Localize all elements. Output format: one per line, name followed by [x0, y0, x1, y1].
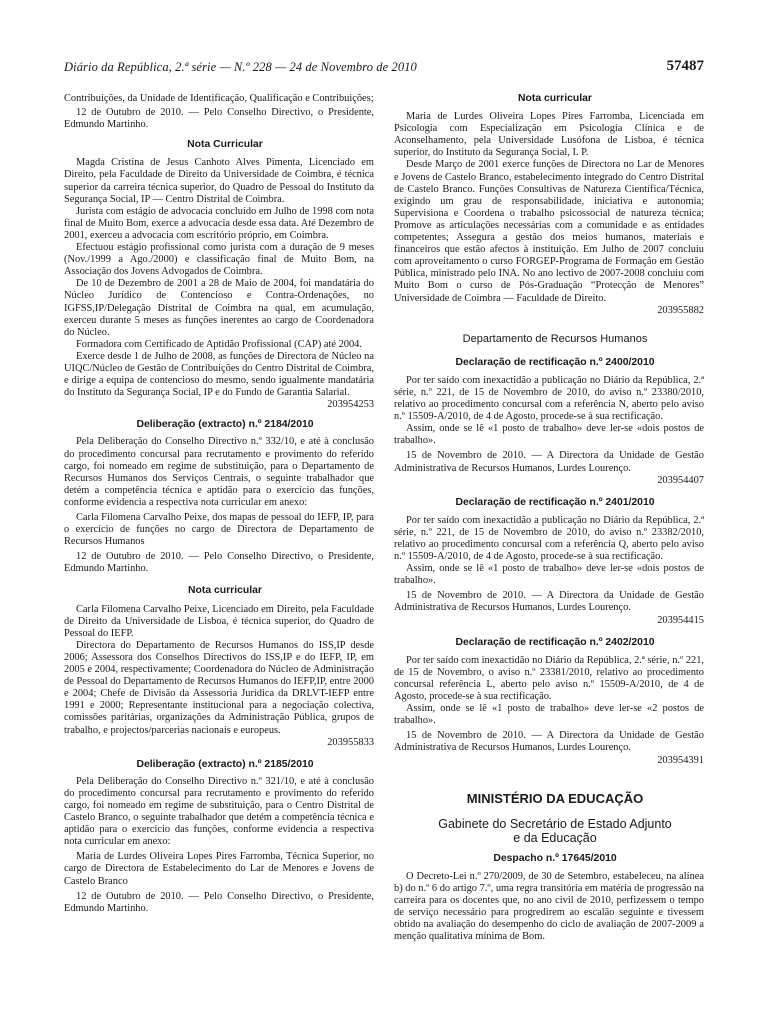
document-code: 203954415 [657, 614, 704, 626]
signature-paragraph: 15 de Novembro de 2010. — A Directora da Unidade de Gestão Administrativa de Recursos Humanos, Lurdes Lourenço. [394, 590, 704, 614]
paragraph: Maria de Lurdes Oliveira Lopes Pires Farromba, Técnica Superior, no cargo de Directora de Estabelecimento do Lar de Menores e Jovens de Castelo Branco [64, 851, 374, 887]
signature-paragraph: 12 de Outubro de 2010. — Pelo Conselho Directivo, o Presidente, Edmundo Martinho. [64, 890, 374, 914]
paragraph: Assim, onde se lê «1 posto de trabalho» deve ler-se «2 postos de trabalho». [394, 703, 704, 727]
ministry-heading: MINISTÉRIO DA EDUCAÇÃO [466, 790, 644, 806]
left-column [64, 93, 374, 915]
section-heading: Deliberação (extracto) n.º 2185/2010 [136, 758, 314, 770]
document-code: 203955833 [327, 736, 374, 748]
paragraph: Pela Deliberação do Conselho Directivo n.º 321/10, e até à conclusão do procedimento concursal para recrutamento e provimento do referido cargo, foi nomeado em regime de substituição, para o Centro Distrital de Castelo Branco, o seguinte trabalhador que detém a competência técnica e aptidão para o exercício das funções, conforme evidencia a respectiva nota curricular em anexo: [64, 775, 374, 848]
right-column [394, 93, 704, 943]
paragraph: Carla Filomena Carvalho Peixe, Licenciado em Direito, pela Faculdade de Direito da Universidade de Lisboa, é técnica superior, do Quadro de Pessoal do IEFP. [64, 603, 374, 639]
page-number: 57487 [666, 58, 704, 74]
paragraph: De 10 de Dezembro de 2001 a 28 de Maio de 2004, foi mandatária do Núcleo Jurídico de Contencioso e Contra-Ordenações, no IGFSS,IP/Delegação Distrital de Coimbra na qual, em acumulação, exerceu durante 5 meses as funções inerentes ao cargo de Coordenadora do Núcleo. [64, 278, 374, 338]
section-heading: Declaração de rectificação n.º 2402/2010 [455, 636, 655, 648]
signature-paragraph: 12 de Outubro de 2010. — Pelo Conselho Directivo, o Presidente, Edmundo Martinho. [64, 551, 374, 575]
paragraph: Formadora com Certificado de Aptidão Profissional (CAP) até 2004. [76, 338, 362, 350]
paragraph: Assim, onde se lê «1 posto de trabalho» deve ler-se «dois postos de trabalho». [394, 423, 704, 447]
section-heading: Declaração de rectificação n.º 2401/2010 [455, 496, 655, 508]
document-code: 203955882 [657, 304, 704, 316]
paragraph: Por ter saído com inexactidão a publicação no Diário da República, 2.ª série, n.º 221, de 15 de Novembro de 2010, do aviso n.º 23382/2010, relativo ao procedimento concursal com a referência Q, aberto pelo aviso n.º 15509-A/2010, de 4 de Agosto, procede-se à sua rectificação. [394, 514, 704, 563]
paragraph: Por ter saído com inexactidão a publicação no Diário da República, 2.ª série, n.º 221, de 15 de Novembro de 2010, do aviso n.º 23380/2010, relativo ao procedimento concursal com a referência N, aberto pelo aviso n.º 15509-A/2010, de 4 de Agosto, procede-se à sua rectificação. [394, 374, 704, 423]
paragraph: Maria de Lurdes Oliveira Lopes Pires Farromba, Licenciada em Psicologia com Especialização em Psicologia Clínica e de Aconselhamento, pela Universidade Lusófona de Lisboa, é técnica superior, do Instituto da Segurança Social, I. P. [394, 111, 704, 159]
paragraph: Magda Cristina de Jesus Canhoto Alves Pimenta, Licenciado em Direito, pela Faculdade de Direito da Universidade de Coimbra, é técnica superior da carreira técnica superior, do Quadro de Pessoal do Instituto da Segurança Social, IP — Centro Distrital de Coimbra. [64, 157, 374, 205]
paragraph: Pela Deliberação do Conselho Directivo n.º 332/10, e até à conclusão do procedimento concursal para recrutamento e provimento do referido cargo, foi nomeado em regime de substituição, para o Departamento de Recursos Humanos dos Serviços Centrais, o seguinte trabalhador que detém a competência técnica e aptidão para o exercício das funções, conforme evidencia a respectiva nota curricular em anexo: [64, 436, 374, 508]
signature-paragraph: 15 de Novembro de 2010. — A Directora da Unidade de Gestão Administrativa de Recursos Humanos, Lurdes Lourenço. [394, 730, 704, 754]
paragraph: Contribuições, da Unidade de Identificação, Qualificação e Contribuições; [64, 93, 374, 104]
paragraph: Efectuou estágio profissional como jurista com a duração de 9 meses (Nov./1999 a Ago./2000) e classificação final de Muito Bom, na Associação dos Jovens Advogados de Coimbra. [64, 242, 374, 278]
paragraph: Directora do Departamento de Recursos Humanos do ISS,IP desde 2006; Assessora dos Conselhos Directivos do ISS,IP e do IEFP, IP, em 2005 e 2004, respectivamente; Coordenadora do Núcleo de Administração de Pessoal do Departamento de Recursos Humanos do IEFP,IP, entre 2000 e 2004; Chefe de Divisão da Assessoria Jurídica da DRLVT-IEFP entre 1991 e 2000; Representante institucional para a negociação colectiva, comissões paritárias, organizações da Administração Pública, grupos de trabalho, e projectos/parcerias nacionais e europeus. [64, 639, 374, 736]
paragraph: Exerce desde 1 de Julho de 2008, as funções de Directora de Núcleo na UIQC/Núcleo de Gestão de Contribuições do Centro Distrital de Coimbra, e dirige a equipa de contencioso do mesmo, sendo igualmente mandatária do Instituto da Segurança Social, IP e do Fundo de Garantia Salarial. [64, 350, 374, 399]
section-heading: Declaração de rectificação n.º 2400/2010 [455, 356, 655, 368]
paragraph: Desde Março de 2001 exerce funções de Directora no Lar de Menores e Jovens de Castelo Branco, estabelecimento integrado do Centro Distrital de Castelo Branco. Funções Consultivas de Natureza Científica/Técnica, exigindo um grau de responsabilidade, iniciativa e autonomia; Supervisiona e Coordena o trabalho psicossocial de natureza técnica; Promove as articulações necessárias com a comunidade e as entidades competentes; Assegura a gestão dos meios humanos, materiais e financeiros que estão afectos à instituição. Em Julho de 2007 concluiu com aproveitamento o curso FORGEP-Programa de Formação em Gestão Pública, ministrado pelo INA. No ano lectivo de 2007-2008 concluiu com Muito Bom o curso de Pós-Graduação “Protecção de Menores” Universidade de Coimbra — Faculdade de Direito. [394, 159, 704, 304]
signature-paragraph: 15 de Novembro de 2010. — A Directora da Unidade de Gestão Administrativa de Recursos Humanos, Lurdes Lourenço. [394, 450, 704, 474]
paragraph: Jurista com estágio de advocacia concluído em Julho de 1998 com nota final de Muito Bom, exerce a advocacia desde essa data. Até Dezembro de 2001, exerceu a advocacia com escritório próprio, em Coimbra. [64, 205, 374, 241]
section-heading: Despacho n.º 17645/2010 [493, 852, 617, 864]
document-code: 203954391 [657, 754, 704, 766]
paragraph: Por ter saído com inexactidão no Diário da República, 2.ª série, n.º 221, de 15 de Novembro, o aviso n.º 23381/2010, relativo ao procedimento concursal referência L, aberto pelo aviso n.º 15509-A/2010, de 4 de Agosto, procede-se à sua rectificação. [394, 654, 704, 703]
document-code: 203954407 [657, 474, 704, 486]
running-title: Diário da República, 2.ª série — N.º 228 — 24 de Novembro de 2010 [64, 60, 417, 74]
office-heading-line-1: Gabinete do Secretário de Estado Adjunto [438, 816, 672, 831]
paragraph: Assim, onde se lê «1 posto de trabalho» deve ler-se «dois postos de trabalho». [394, 563, 704, 587]
signature-paragraph: 12 de Outubro de 2010. — Pelo Conselho Directivo, o Presidente, Edmundo Martinho. [64, 107, 374, 131]
page-header [64, 58, 704, 80]
section-heading: Nota curricular [188, 585, 262, 597]
document-code: 203954253 [327, 399, 374, 411]
section-heading: Nota curricular [518, 93, 592, 104]
office-heading-line-2: e da Educação [513, 830, 597, 845]
paragraph: Carla Filomena Carvalho Peixe, dos mapas de pessoal do IEFP, IP, para o exercício de funções no cargo de Directora de Departamento de Recursos Humanos [64, 512, 374, 548]
section-heading: Nota Curricular [187, 139, 263, 151]
paragraph: O Decreto-Lei n.º 270/2009, de 30 de Setembro, estabeleceu, na alínea b) do n.º 6 do artigo 7.º, uma regra transitória em matéria de progressão na carreira para os docentes que, no ano civil de 2010, perfizessem o tempo de serviço necessário para progredirem ao escalão seguinte e tivessem obtido na avaliação do desempenho do ciclo de avaliação de 2007-2009 a menção qualitativa mínima de Bom. [394, 870, 704, 943]
section-heading: Deliberação (extracto) n.º 2184/2010 [136, 419, 314, 431]
department-heading: Departamento de Recursos Humanos [462, 332, 648, 345]
